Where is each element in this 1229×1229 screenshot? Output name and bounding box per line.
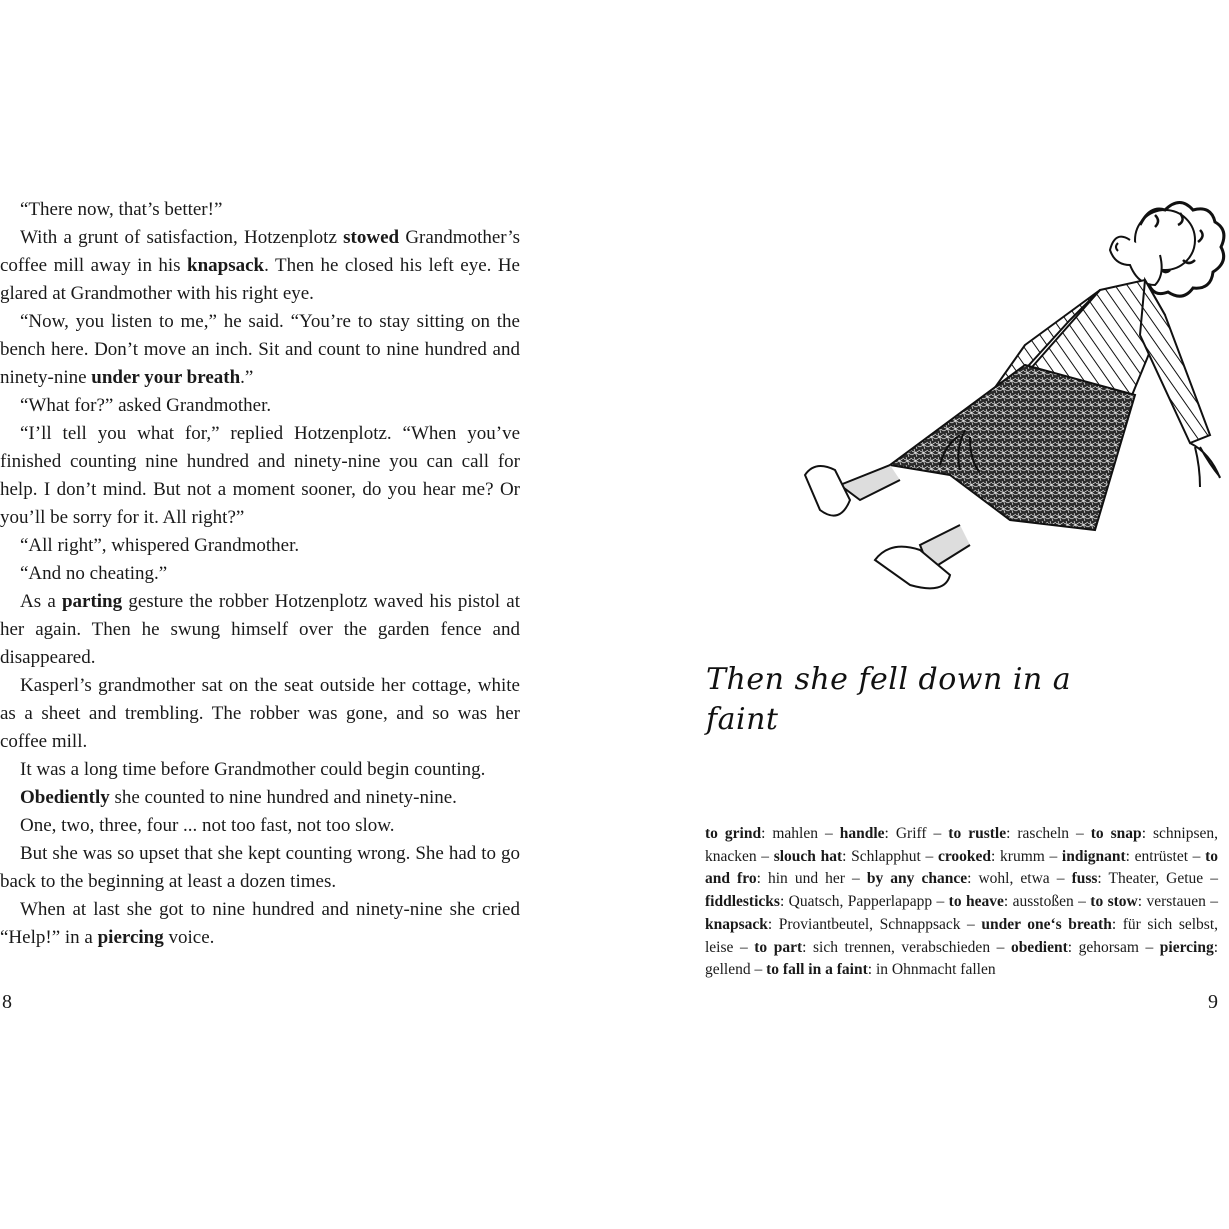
body-paragraph [0, 420, 520, 532]
body-paragraph [0, 896, 520, 952]
glossary-term: to fall in a faint [766, 961, 868, 979]
text-run: As a [20, 591, 62, 612]
vocab-term-bold: piercing [97, 927, 164, 948]
body-paragraph [0, 812, 520, 840]
page-number-left: 8 [2, 991, 12, 1013]
glossary-definition: in Ohnmacht fallen [875, 961, 996, 979]
glossary-definition: krumm [1000, 847, 1045, 865]
vocabulary-glossary: to grind: mahlen – handle: Griff – to rustle: rascheln – to snap: schnipsen, knacken – slouch hat: Schlapphut – crooked: krumm – indignant: entrüstet – to and fro: hin und her – by any chance: wohl, etwa – fuss: Theater, Getue – fiddlesticks: Quatsch, Papperlapapp – to heave: ausstoßen – to stow: verstauen – knapsack: Proviantbeutel, Schnappsack – under one‘s breath: für sich selbst, leise – to part: sich trennen, verabschieden – obedient: gehorsam – piercing: gellend – to fall in a faint: in Ohnmacht fallen [705, 825, 1219, 979]
glossary-term: slouch hat [773, 847, 843, 865]
body-paragraph [0, 308, 520, 392]
glossary-term: fuss [1071, 870, 1098, 888]
body-paragraph [0, 672, 520, 756]
vocab-term-bold: stowed [343, 227, 400, 248]
text-run: “What for?” asked Grandmother. [20, 395, 272, 416]
glossary-definition: für sich selbst, leise [705, 915, 1219, 956]
text-run: Grandmother’s coffee mill away in his [0, 227, 521, 276]
text-run: she counted to nine hundred and ninety-nine. [109, 787, 457, 808]
vocab-term-bold: Obediently [20, 787, 110, 808]
text-run: “And no cheating.” [20, 563, 168, 584]
legs-and-shoes [805, 465, 970, 588]
glossary-definition: sich trennen, verabschieden [813, 938, 991, 956]
glossary-term: knapsack [705, 915, 768, 933]
body-paragraph [0, 588, 520, 672]
vocab-term-bold: parting [61, 591, 123, 612]
glossary-definition: Theater, Getue [1108, 870, 1204, 888]
glossary-definition: gehorsam [1078, 938, 1139, 956]
glossary-term: to snap [1090, 825, 1142, 842]
body-paragraph [0, 756, 520, 784]
glossary-definition: hin und her [767, 870, 845, 888]
glossary-definition: Schlapphut [851, 847, 921, 865]
glossary-term: handle [839, 825, 885, 842]
text-run: gesture the robber Hotzenplotz waved his pistol at her again. Then he swung himself over the garden fence and disappeared. [0, 591, 520, 668]
text-run: With a grunt of satisfaction, Hotzenplotz [20, 227, 344, 248]
body-paragraph [0, 840, 520, 896]
glossary-term: under one‘s breath [981, 915, 1112, 933]
glossary-definition: schnipsen, knacken [705, 825, 1218, 865]
body-paragraph [0, 560, 520, 588]
page-number-right: 9 [1208, 991, 1218, 1013]
glossary-term: to stow [1090, 893, 1138, 911]
glossary-definition: gellend [705, 961, 751, 979]
glossary-term: obedient [1010, 938, 1068, 956]
text-run: When at last she got to nine hundred and ninety-nine she cried “Help!” in a [0, 899, 520, 948]
body-paragraph [0, 532, 520, 560]
glossary-term: crooked [937, 847, 992, 865]
glossary-definition: entrüstet [1134, 847, 1189, 865]
glossary-term: to rustle [948, 825, 1007, 842]
text-run: Kasperl’s grandmother sat on the seat outside her cottage, white as a sheet and trembling. The robber was gone, and so was her coffee mill. [0, 675, 520, 752]
text-run: voice. [163, 927, 215, 948]
glossary-definition: mahlen [772, 825, 818, 842]
skirt [890, 365, 1135, 530]
glossary-definition: Proviantbeutel, Schnappsack [778, 915, 961, 933]
text-run: “There now, that’s better!” [20, 199, 223, 220]
glossary-term: piercing [1159, 938, 1214, 956]
glossary-term: to grind [705, 825, 762, 842]
glossary-definition: wohl, etwa [978, 870, 1050, 888]
glossary-term: to part [754, 938, 803, 956]
glossary-definition: Griff [895, 825, 927, 842]
text-run: “Now, you listen to me,” he said. “You’re to stay sitting on the bench here. Don’t move an inch. Sit and count to nine hundred and ninety-nine [0, 311, 520, 388]
body-paragraph [0, 784, 520, 812]
glossary-term: indignant [1061, 847, 1126, 865]
glossary-term: by any chance [866, 870, 968, 888]
glossary-definition: Quatsch, Papperlapapp [788, 893, 933, 911]
text-run: It was a long time before Grandmother could begin counting. [20, 759, 486, 780]
text-run: .” [240, 367, 254, 388]
body-paragraph [0, 196, 520, 224]
left-page-text [0, 196, 520, 952]
glossary-term: fiddlesticks [705, 893, 780, 911]
fainting-grandmother-illustration [800, 185, 1229, 610]
glossary-definition: rascheln [1017, 825, 1070, 842]
glossary-term: to and fro [705, 847, 1219, 888]
glossary-definition: ausstoßen [1012, 893, 1074, 911]
text-run: . Then he closed his left eye. He glared at Grandmother with his right eye. [0, 255, 520, 304]
text-run: One, two, three, four ... not too fast, not too slow. [20, 815, 395, 836]
text-run: “I’ll tell you what for,” replied Hotzenplotz. “When you’ve finished counting nine hundred and ninety-nine you can call for help. I don’t mind. But not a moment sooner, do you hear me? Or you’ll be sorry for it. All right?” [0, 423, 520, 528]
illustration-caption: Then she fell down in a faint [706, 662, 1072, 737]
text-run: But she was so upset that she kept counting wrong. She had to go back to the beginning at least a dozen times. [0, 843, 520, 892]
glossary-definition: verstauen [1146, 893, 1206, 911]
vocab-term-bold: knapsack [187, 255, 265, 276]
glossary-term: to heave [948, 893, 1004, 911]
body-paragraph [0, 392, 520, 420]
text-run: “All right”, whispered Grandmother. [20, 535, 300, 556]
body-paragraph [0, 224, 520, 308]
vocab-term-bold: under your breath [91, 367, 241, 388]
